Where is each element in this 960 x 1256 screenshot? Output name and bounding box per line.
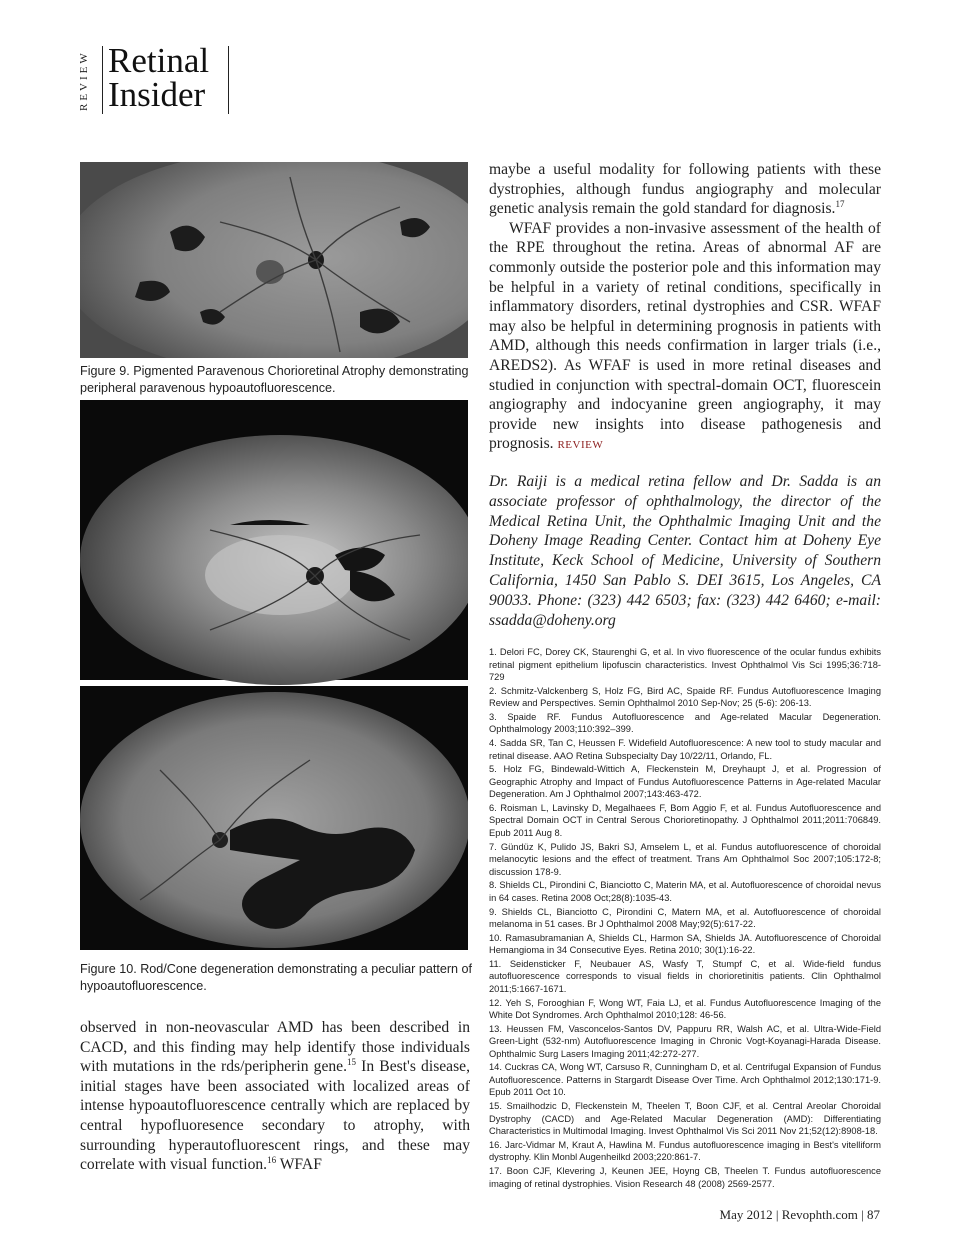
reference-item: 6. Roisman L, Lavinsky D, Megalhaees F, Bom Aggio F, et al. Fundus Autofluorescence and Spectral Domain OCT in Central Serous Chorioretinopathy. J Ophthalmol 2011;2011:706849. Epub 2011 Aug 8.: [489, 802, 881, 838]
reference-item: 15. Smailhodzic D, Fleckenstein M, Theelen T, Boon CJF, et al. Central Areolar Choroidal Dystrophy (CACD) and Age-Related Macular Degeneration (AMD): Differentiating Characteristics in Multimodal Imaging. Invest Ophthalmol Vis Sci 2011 Nov 21;52(12):8908-18.: [489, 1101, 881, 1137]
citation: 16: [267, 1154, 277, 1165]
reference-item: 12. Yeh S, Forooghian F, Wong WT, Faia LJ, et al. Fundus Autofluorescence Imaging of the White Dot Syndromes. Arch Ophthalmol 2010;128: 46-56.: [489, 997, 881, 1021]
reference-item: 7. Gündüz K, Pulido JS, Bakri SJ, Amselem L, et al. Fundus autofluorescence of choroidal melanocytic lesions and the effect of treatment. Trans Am Ophthalmol Soc 2007;105:172-8; discussion 178-9.: [489, 841, 881, 877]
reference-item: 10. Ramasubramanian A, Shields CL, Harmon SA, Shields JA. Autofluorescence of Choroidal Hemangioma in 34 Consecutive Eyes. Retina 2010; 30(1):16-22.: [489, 932, 881, 956]
paragraph-best-disease: [80, 1018, 470, 1175]
citation: 17: [835, 199, 845, 209]
end-mark: REVIEW: [557, 439, 604, 452]
reference-item: 5. Holz FG, Bindewald-Wittich A, Fleckenstein M, Dreyhaupt J, et al. Progression of Geographic Atrophy and Impact of Fundus Autofluorescence Patterns in Age-related Macular Degeneration. Am J Ophthalmol 2007;143:463-472.: [489, 764, 881, 800]
left-column-body: [80, 1018, 470, 1175]
citation: 15: [347, 1057, 356, 1067]
reference-item: 3. Spaide RF. Fundus Autofluorescence and Age-related Macular Degeneration. Ophthalmology 2003;110:392–399.: [489, 711, 881, 735]
masthead-divider: [102, 46, 103, 114]
paragraph-continued: [489, 160, 881, 219]
reference-item: 8. Shields CL, Pirondini C, Bianciotto C, Materin MA, et al. Autofluorescence of choroidal nevus in 64 cases. Retina 2008 Oct;28(8):1035-43.: [489, 880, 881, 903]
reference-item: 11. Seidensticker F, Neubauer AS, Wasfy T, Stumpf C, et al. Wide-field fundus autofluorescence corresponds to visual fields in chorioretinitis patients. Clin Ophthalmol 2011;5:1667-1671.: [489, 958, 881, 994]
figure-10-caption: Figure 10. Rod/Cone degeneration demonstrating a peculiar pattern of hypoautofluorescence.: [80, 962, 473, 993]
paragraph-text: In Best's disease, initial stages have been associated with localized areas of intense hypoautofluorescence centrally which are replaced by central hypofluoresence secondary to atrophy, with surrounding hyperautofluorescent rings, and these may correlate with visual function.: [80, 1058, 470, 1174]
paragraph-text: WFAF provides a non-invasive assessment of the health of the RPE throughout the retina. Areas of abnormal AF are commonly outside the posterior pole and this information may be helpful in a variety of retinal conditions, specifically in inflammatory disorders, retinal dystrophies and CSR. WFAF may also be helpful in determining prognosis in patients with AMD, although this needs confirmation in larger trials (i.e., AREDS2). As WFAF is used in more retinal diseases and studied in conjunction with spectral-domain OCT, fluorescein angiography and indocyanine green angiography, it may provide new insights into disease pathogenesis and prognosis.: [489, 219, 881, 453]
section-title-line1: Retinal: [108, 41, 210, 80]
review-vertical-label: REVIEW: [78, 50, 90, 112]
section-title-line2: Insider: [108, 75, 206, 114]
paragraph-text: WFAF: [276, 1156, 322, 1174]
reference-item: 1. Delori FC, Dorey CK, Staurenghi G, et al. In vivo fluorescence of the ocular fundus exhibits retinal pigment epithelium lipofuscin characteristics. Invest Ophthalmol Vis Sci 1995;36:718-729: [489, 647, 881, 682]
figure-10-fundus-images: [80, 400, 468, 950]
reference-item: 16. Jarc-Vidmar M, Kraut A, Hawlina M. Fundus autofluorescence imaging in Best's vitelliform dystrophy. Klin Monbl Augenheilkd 2003;220:861-7.: [489, 1139, 881, 1163]
reference-list: [489, 646, 881, 1191]
right-column-body: [489, 160, 881, 456]
paragraph-wfaf: [489, 219, 881, 456]
reference-item: 4. Sadda SR, Tan C, Heussen F. Widefield Autofluorescence: A new tool to study macular and retinal disease. AAO Retina Subspecialty Day 10/22/11, Orlando, FL.: [489, 738, 881, 761]
figure-9-fundus-image: [80, 162, 468, 358]
paragraph-text: observed in non-neovascular AMD has been described in CACD, and this finding may help identify those individuals with mutations in the rds/peripherin gene.: [80, 1019, 470, 1076]
figure-9-caption: Figure 9. Pigmented Paravenous Chorioretinal Atrophy demonstrating peripheral paravenous hypoautofluorescence.: [80, 364, 469, 395]
page-footer: May 2012 | Revophth.com | 87: [719, 1207, 880, 1222]
reference-item: 13. Heussen FM, Vasconcelos-Santos DV, Pappuru RR, Walsh AC, et al. Ultra-Wide-Field Green-Light (532-nm) Autofluorescence Imaging in Chronic Vogt-Koyanagi-Harada Disease. Ophthalmic Surg Lasers Imaging 2011;42:272-277.: [489, 1023, 881, 1059]
reference-item: 17. Boon CJF, Klevering J, Keunen JEE, Hoyng CB, Theelen T. Fundus autofluorescence imaging of retinal dystrophies. Vision Research 48 (2008) 2569-2577.: [489, 1166, 881, 1189]
reference-item: 2. Schmitz-Valckenberg S, Holz FG, Bird AC, Spaide RF. Fundus Autofluorescence Imaging Review and Perspectives. Semin Ophthalmol 2010 Sep-Nov; 25 (5-6): 206-13.: [489, 685, 881, 709]
reference-item: 14. Cuckras CA, Wong WT, Carsuso R, Cunningham D, et al. Centrifugal Expansion of Fundus Autofluorescence. Patterns in Stargardt Disease Over Time. Arch Ophthalmol 2012;130:171-9. Epub 2011 Oct 10.: [489, 1062, 881, 1098]
author-note: Dr. Raiji is a medical retina fellow and Dr. Sadda is an associate professor of ophthalmology, the director of the Medical Retina Unit, the Ophthalmic Imaging Unit and the Doheny Image Reading Center. Contact him at Doheny Eye Institute, Keck School of Medicine, University of Southern California, 1450 San Pablo S. DEI 3615, Los Angeles, CA 90033. Phone: (323) 442 6503; fax: (323) 442 6460; e-mail: ssadda@doheny.org: [489, 473, 881, 629]
masthead-divider-right: [228, 46, 229, 114]
reference-item: 9. Shields CL, Bianciotto C, Pirondini C, Matern MA, et al. Autofluorescence of choroidal melanoma in 51 cases. Br J Ophthalmol 2008 May;92(5):617-22.: [489, 906, 881, 929]
paragraph-text: maybe a useful modality for following patients with these dystrophies, although fundus angiography and molecular genetic analysis remain the gold standard for diagnosis.: [489, 161, 881, 218]
section-title: [108, 41, 210, 114]
